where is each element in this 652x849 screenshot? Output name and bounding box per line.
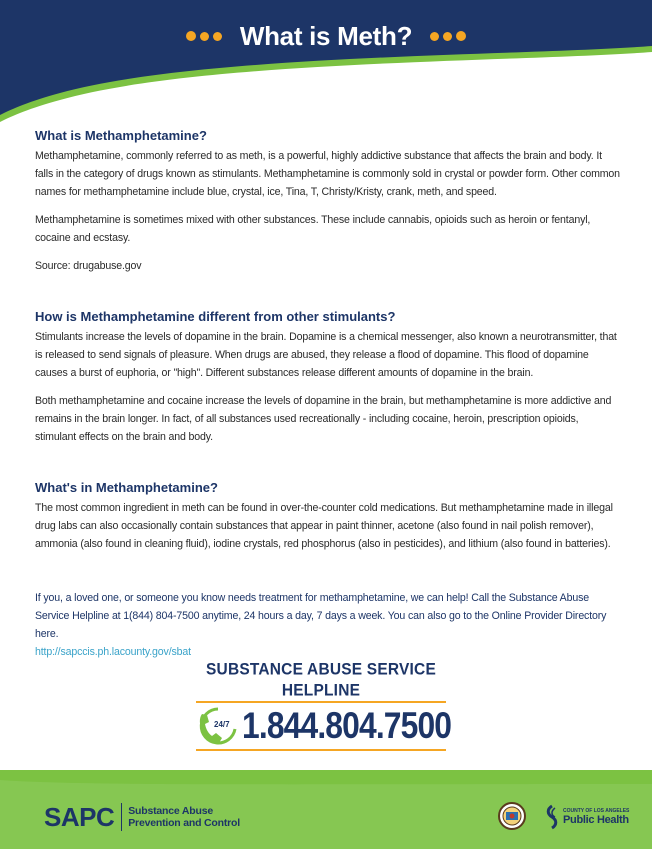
county-seal-icon — [498, 802, 526, 830]
paragraph: Methamphetamine is sometimes mixed with other substances. These include cannabis, opioids such as heroin or fentanyl, cocaine and ecstasy. — [35, 214, 591, 244]
paragraph: Methamphetamine, commonly referred to as meth, is a powerful, highly addictive substance that affects the brain and body. It falls in the category of drugs known as stimulants. Methamphetamine is commonly sold in crystal or powder form. Other common names for methamphetamine include blue, crystal, ice, Tina, T, Christy/Kristy, crank, meth, and speed. — [35, 150, 620, 198]
phone-24-7-icon — [196, 705, 240, 747]
source-text: Source: drugabuse.gov — [35, 260, 142, 272]
section-whats-in — [35, 480, 620, 553]
section-what-is — [35, 128, 620, 275]
ph-name: Public Health — [563, 814, 629, 826]
section-different — [35, 309, 620, 446]
helpline-number[interactable]: 1.844.804.7500 — [242, 705, 452, 746]
sapc-line1: Substance Abuse — [128, 805, 213, 817]
helpline-label: SUBSTANCE ABUSE SERVICE HELPLINE — [206, 661, 436, 700]
public-health-text — [563, 808, 629, 826]
paragraph: Stimulants increase the levels of dopamine in the brain. Dopamine is a chemical messenger, also known a neurotransmitter, that is released to send signals of pleasure. When drugs are abused, they release a flood of dopamine. This flood of dopamine causes a burst of euphoria, or "high". Different substances release different amounts of dopamine in the brain. — [35, 331, 617, 379]
provider-directory-link[interactable]: http://sapccis.ph.lacounty.gov/sbat — [35, 646, 191, 658]
main-content — [35, 128, 620, 661]
ph-county: COUNTY OF LOS ANGELES — [563, 808, 630, 814]
helpline-row — [196, 705, 452, 747]
page-title: What is Meth? — [239, 20, 413, 51]
public-health-icon — [544, 804, 560, 830]
badge-24-7: 24/7 — [214, 720, 230, 729]
sapc-name — [122, 805, 240, 829]
cta-text: If you, a loved one, or someone you know needs treatment for methamphetamine, we can help! Call the Substance Abuse Service Helpline at 1(844) 804-7500 anytime, 24 hours a day, 7 days a week. You can also go to the Online Provider Directory here. — [35, 592, 607, 640]
paragraph: The most common ingredient in meth can be found in over-the-counter cold medications. But methamphetamine made in illegal drug labs can also occasionally contain substances that appear in paint thinner, acetone (also found in nail polish remover), ammonia (also found in cleaning fluid), iodine crystals, red phosphorus (also in pesticides), and lithium (also found in batteries). — [35, 502, 613, 550]
divider — [196, 749, 446, 751]
sapc-line2: Prevention and Control — [128, 817, 240, 829]
sapc-wordmark: SAPC — [44, 803, 122, 831]
public-health-logo — [544, 804, 629, 830]
dots-left-icon — [186, 31, 222, 41]
section-heading: What's in Methamphetamine? — [35, 480, 218, 495]
sapc-logo — [44, 803, 240, 831]
section-heading: How is Methamphetamine different from other stimulants? — [35, 309, 396, 324]
section-heading: What is Methamphetamine? — [35, 128, 207, 143]
paragraph: Both methamphetamine and cocaine increase the levels of dopamine in the brain, but methamphetamine is more addictive and remains in the brain longer. In fact, of all substances used recreationally - including cocaine, heroin, prescription opioids, stimulant effects on the brain and body. — [35, 395, 612, 443]
header-title-row — [0, 16, 652, 56]
dots-right-icon — [430, 31, 466, 41]
call-to-action — [35, 589, 620, 661]
helpline-block — [196, 661, 452, 751]
